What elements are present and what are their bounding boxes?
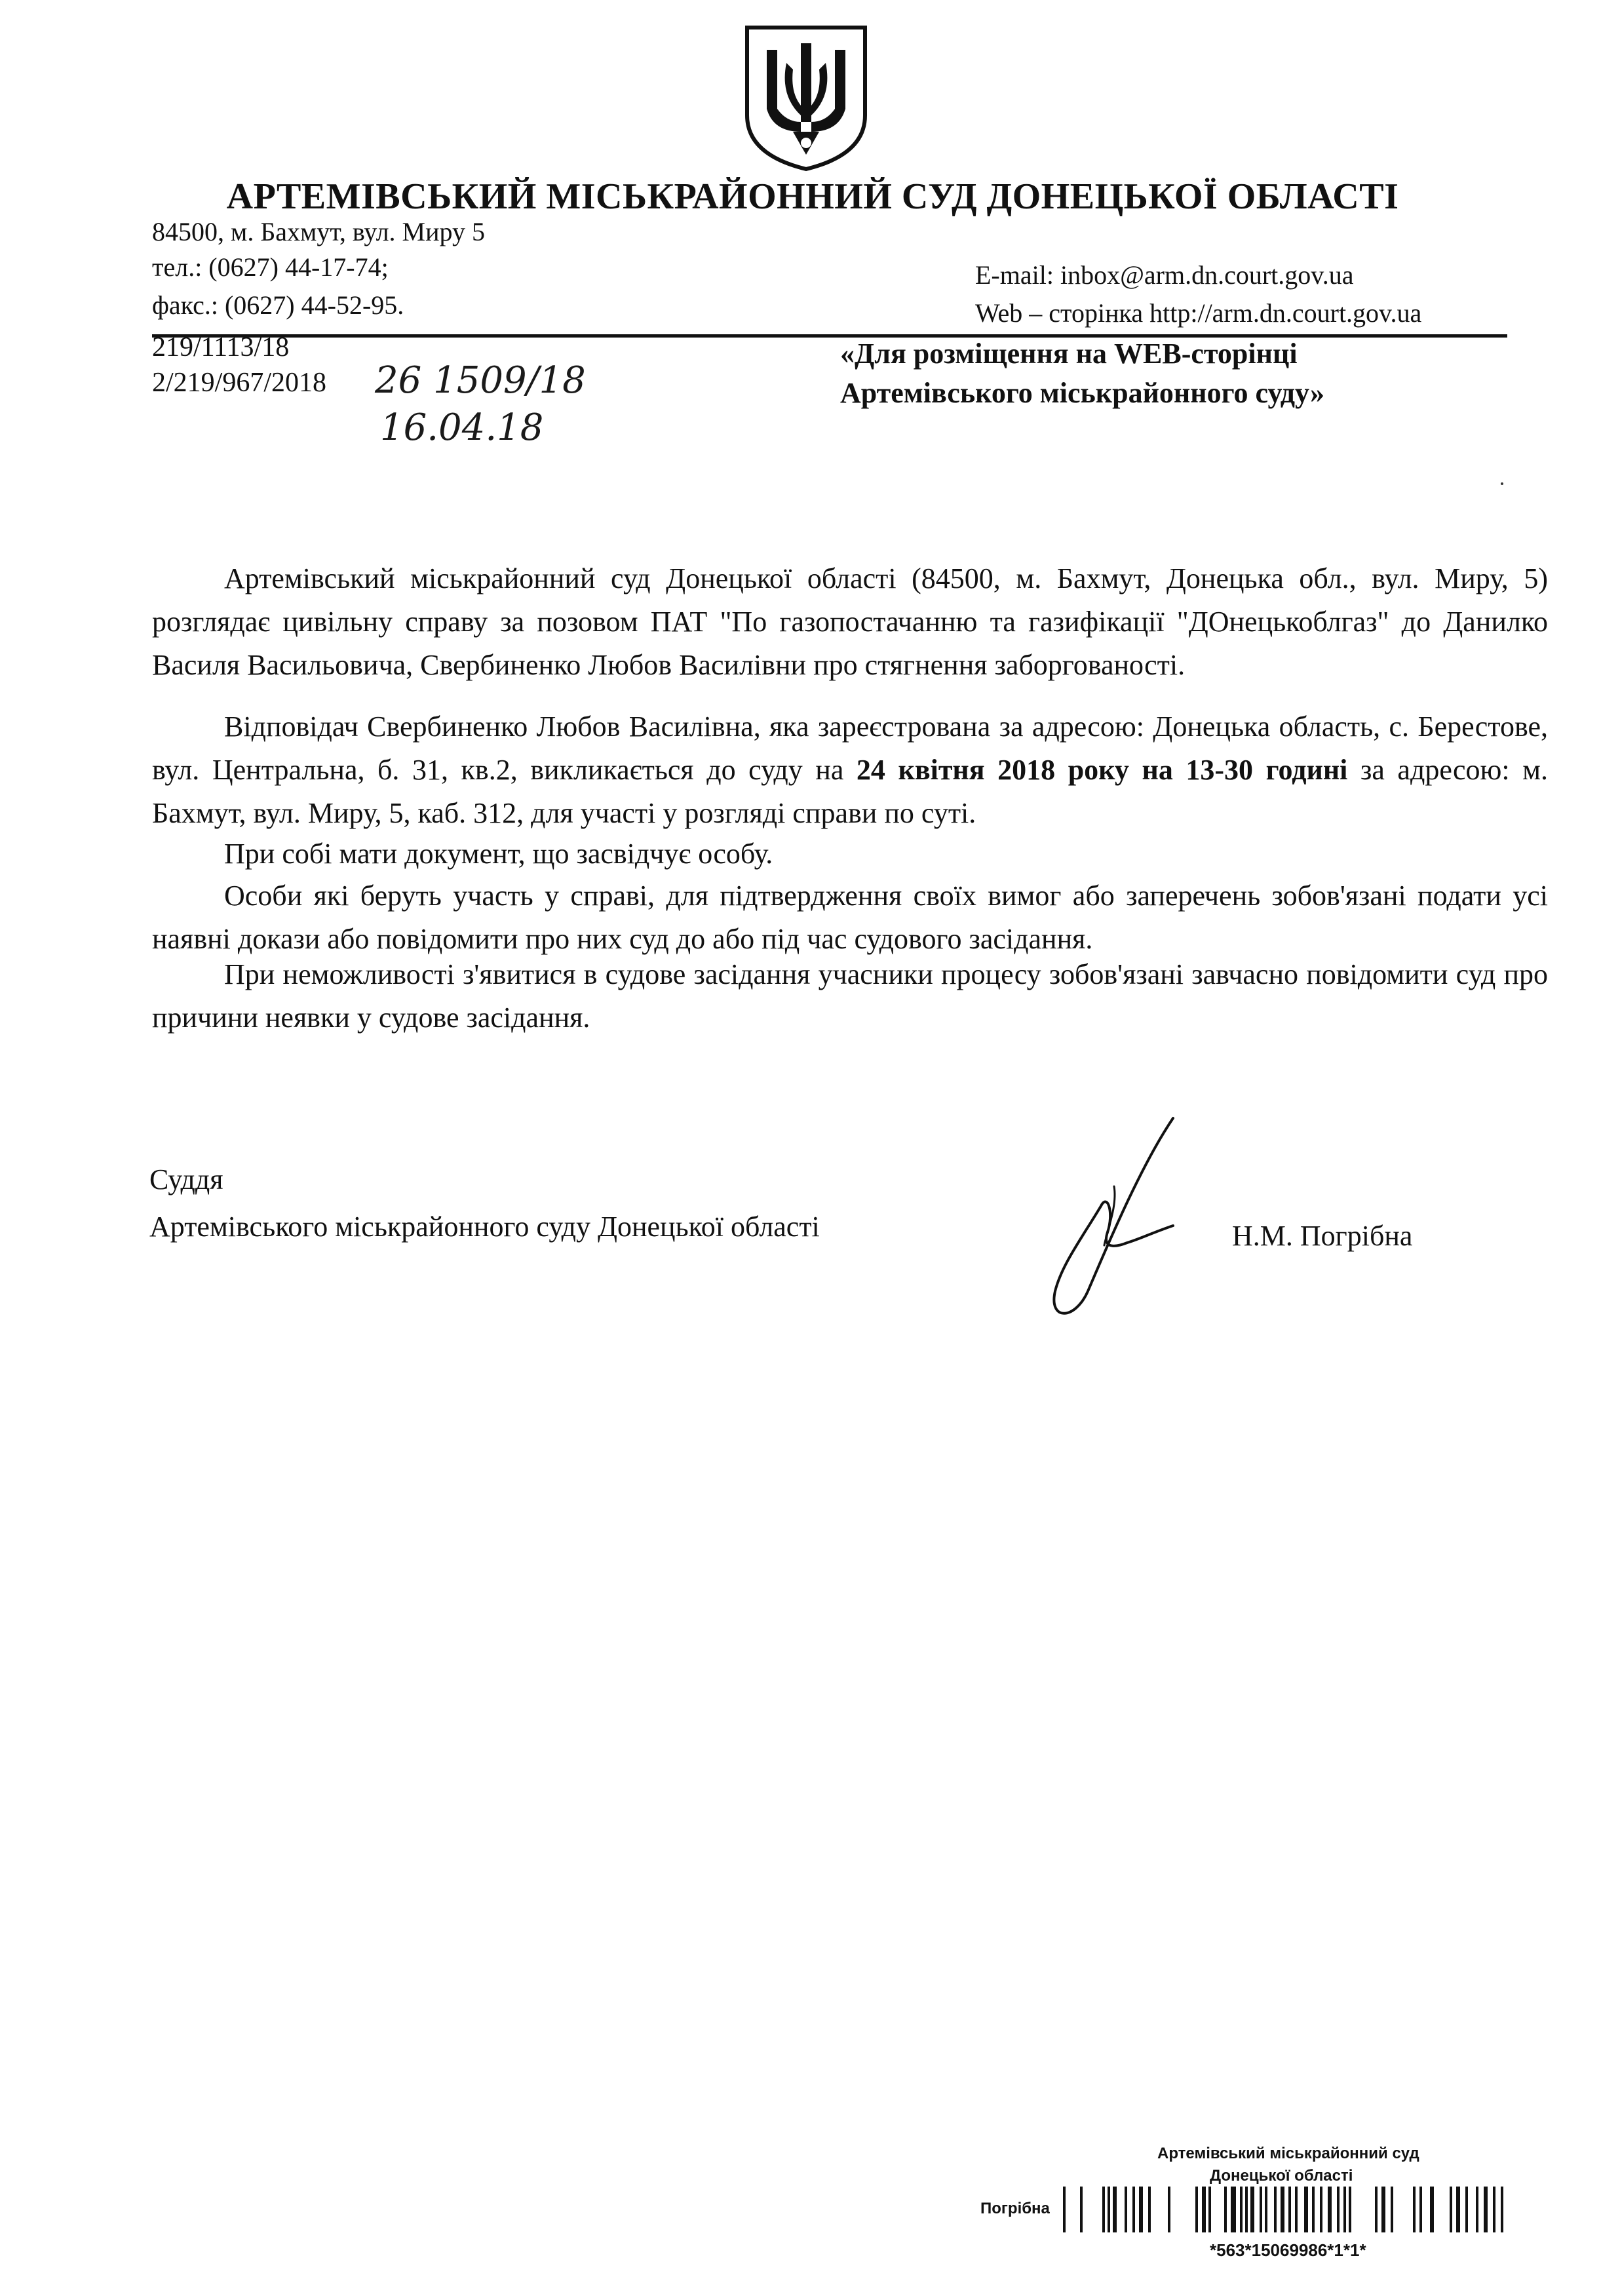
- court-address: 84500, м. Бахмут, вул. Миру 5: [152, 217, 485, 246]
- court-fax: факс.: (0627) 44-52-95.: [152, 290, 404, 320]
- stamp-court-line2: Донецької області: [1210, 2167, 1353, 2185]
- body-paragraph-3: При собі мати документ, що засвідчує особу.: [224, 838, 773, 870]
- web-publication-note-line2: Артемівського міськрайонного суду»: [840, 377, 1325, 409]
- scan-speck: [1501, 482, 1503, 485]
- p2-text-end: за адресою: м. Бахмут, вул. Миру, 5, каб. 312, для участі у розгляді справи по суті.: [152, 754, 1548, 829]
- barcode-number: *563*15069986*1*1*: [1210, 2240, 1366, 2260]
- court-title: АРТЕМІВСЬКИЙ МІСЬКРАЙОННИЙ СУД ДОНЕЦЬКОЇ ОБЛАСТІ: [226, 176, 1399, 217]
- proceeding-number: 2/219/967/2018: [152, 368, 327, 398]
- stamp-court-line1: Артемівський міськрайонний суд: [1157, 2145, 1419, 2162]
- court-email: E-mail: inbox@arm.dn.court.gov.ua: [975, 260, 1354, 290]
- document-barcode: [1063, 2183, 1535, 2235]
- handwritten-signature: [1009, 1114, 1180, 1324]
- p2-text-start: Відповідач Свербиненко Любов Василівна, яка зареєстрована за адресою: Донецька область, с. Берестове, вул. Центральна, б. 31, кв.2, викликається до суду на: [152, 710, 1548, 786]
- case-number: 219/1113/18: [152, 332, 290, 362]
- handwritten-reg-number: 26 1509/18: [375, 359, 586, 402]
- header-divider: [152, 334, 1507, 338]
- web-publication-note-line1: «Для розміщення на WEB-сторінці: [840, 338, 1298, 370]
- handwritten-date: 16.04.18: [380, 406, 544, 449]
- signer-name: Н.М. Погрібна: [1232, 1220, 1413, 1252]
- body-paragraph-2: [152, 705, 1548, 835]
- body-paragraph-5: При неможливості з'явитися в судове засідання учасники процесу зобов'язані завчасно повідомити суд про причини неявки у судове засідання.: [152, 958, 1548, 1034]
- hearing-date-time: 24 квітня 2018 року на 13-30 годині: [856, 754, 1348, 786]
- coat-of-arms-emblem: [741, 24, 872, 172]
- court-website: Web – сторінка http://arm.dn.court.gov.ua: [975, 298, 1422, 328]
- body-paragraph-4: Особи які беруть участь у справі, для підтвердження своїх вимог або заперечень зобов'язані подати усі наявні докази або повідомити про них суд до або під час судового засідання.: [152, 880, 1548, 955]
- signer-court: Артемівського міськрайонного суду Донецької області: [149, 1211, 820, 1243]
- court-phone: тел.: (0627) 44-17-74;: [152, 252, 389, 282]
- stamp-author: Погрібна: [980, 2200, 1050, 2217]
- signer-role: Суддя: [149, 1163, 223, 1196]
- body-paragraph-1: Артемівський міськрайонний суд Донецької області (84500, м. Бахмут, Донецька обл., вул. Миру, 5) розглядає цивільну справу за позовом ПАТ "По газопостачанню та газифікації "ДОнецькоблгаз" до Данилко Василя Васильовича, Свербиненко Любов Василівни про стягнення заборгованості.: [152, 562, 1548, 681]
